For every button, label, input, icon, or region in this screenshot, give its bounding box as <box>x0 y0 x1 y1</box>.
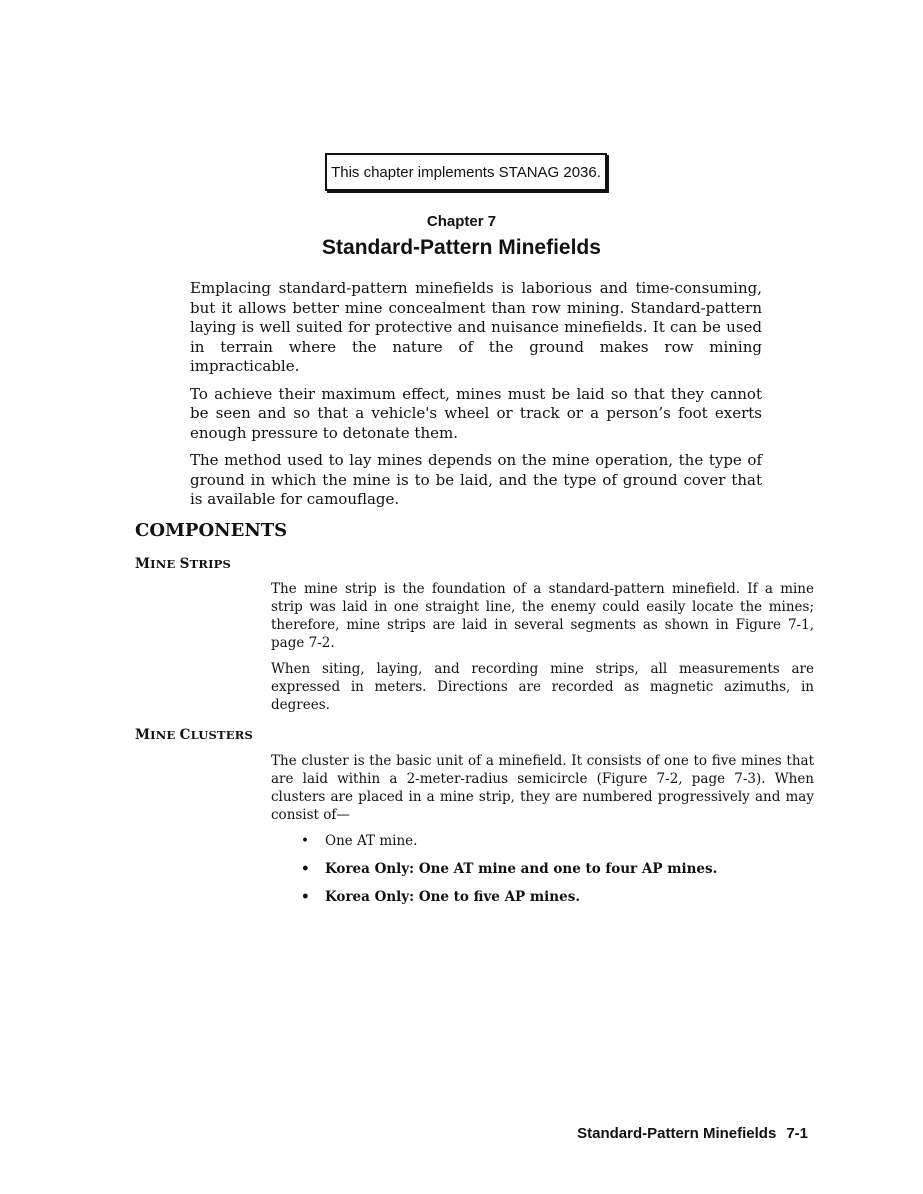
stanag-notice-text: This chapter implements STANAG 2036. <box>331 163 601 181</box>
footer-title: Standard-Pattern Minefields <box>577 1125 777 1142</box>
chapter-label: Chapter 7 <box>426 213 497 230</box>
intro-paragraph-1: Emplacing standard-pattern minefields is laborious and time-consuming, but it allows better mine concealment than row mining. Standard-pattern laying is well suited for protective and nuisance minefields. It can be used in terrain where the nature of the ground makes row mining impracticable. <box>190 279 762 375</box>
intro-paragraph-2: To achieve their maximum effect, mines must be laid so that they cannot be seen and so that a vehicle's wheel or track or a person’s foot exerts enough pressure to detonate them. <box>190 384 762 442</box>
list-item: • Korea Only: One AT mine and one to four AP mines. <box>301 861 718 877</box>
cluster-bullet-list <box>271 832 814 906</box>
bullet-icon: • <box>301 861 310 877</box>
mine-strips-paragraph-1: The mine strip is the foundation of a standard-pattern minefield. If a mine strip was laid in one straight line, the enemy could easily locate the mines; therefore, mine strips are laid in several segments as shown in Figure 7-1, page 7-2. <box>271 581 814 651</box>
mine-strips-body <box>271 580 814 722</box>
intro-section <box>190 279 762 518</box>
chapter-title: Standard-Pattern Minefields <box>322 236 601 259</box>
mine-strips-heading: MINE STRIPS <box>135 556 232 572</box>
bullet-icon: • <box>301 889 310 905</box>
mine-strips-paragraph-2: When siting, laying, and recording mine strips, all measurements are expressed in meters. Directions are recorded as magnetic azimuths, in degrees. <box>271 661 814 713</box>
components-heading: COMPONENTS <box>135 520 288 541</box>
list-item: • Korea Only: One to five AP mines. <box>301 889 581 905</box>
list-item: • One AT mine. <box>301 833 418 849</box>
page-number: 7-1 <box>786 1125 808 1142</box>
mine-clusters-heading: MINE CLUSTERS <box>135 727 253 743</box>
mine-clusters-paragraph: The cluster is the basic unit of a minefield. It consists of one to five mines that are laid within a 2-meter-radius semicircle (Figure 7-2, page 7-3). When clusters are placed in a mine strip, they are numbered progressively and may consist of— <box>271 753 814 823</box>
stanag-notice-box <box>325 153 607 191</box>
page-footer <box>577 1125 808 1142</box>
mine-clusters-body <box>271 752 814 916</box>
intro-paragraph-3: The method used to lay mines depends on the mine operation, the type of ground in which the mine is to be laid, and the type of ground cover that is available for camouflage. <box>190 451 762 508</box>
bullet-icon: • <box>301 833 309 849</box>
